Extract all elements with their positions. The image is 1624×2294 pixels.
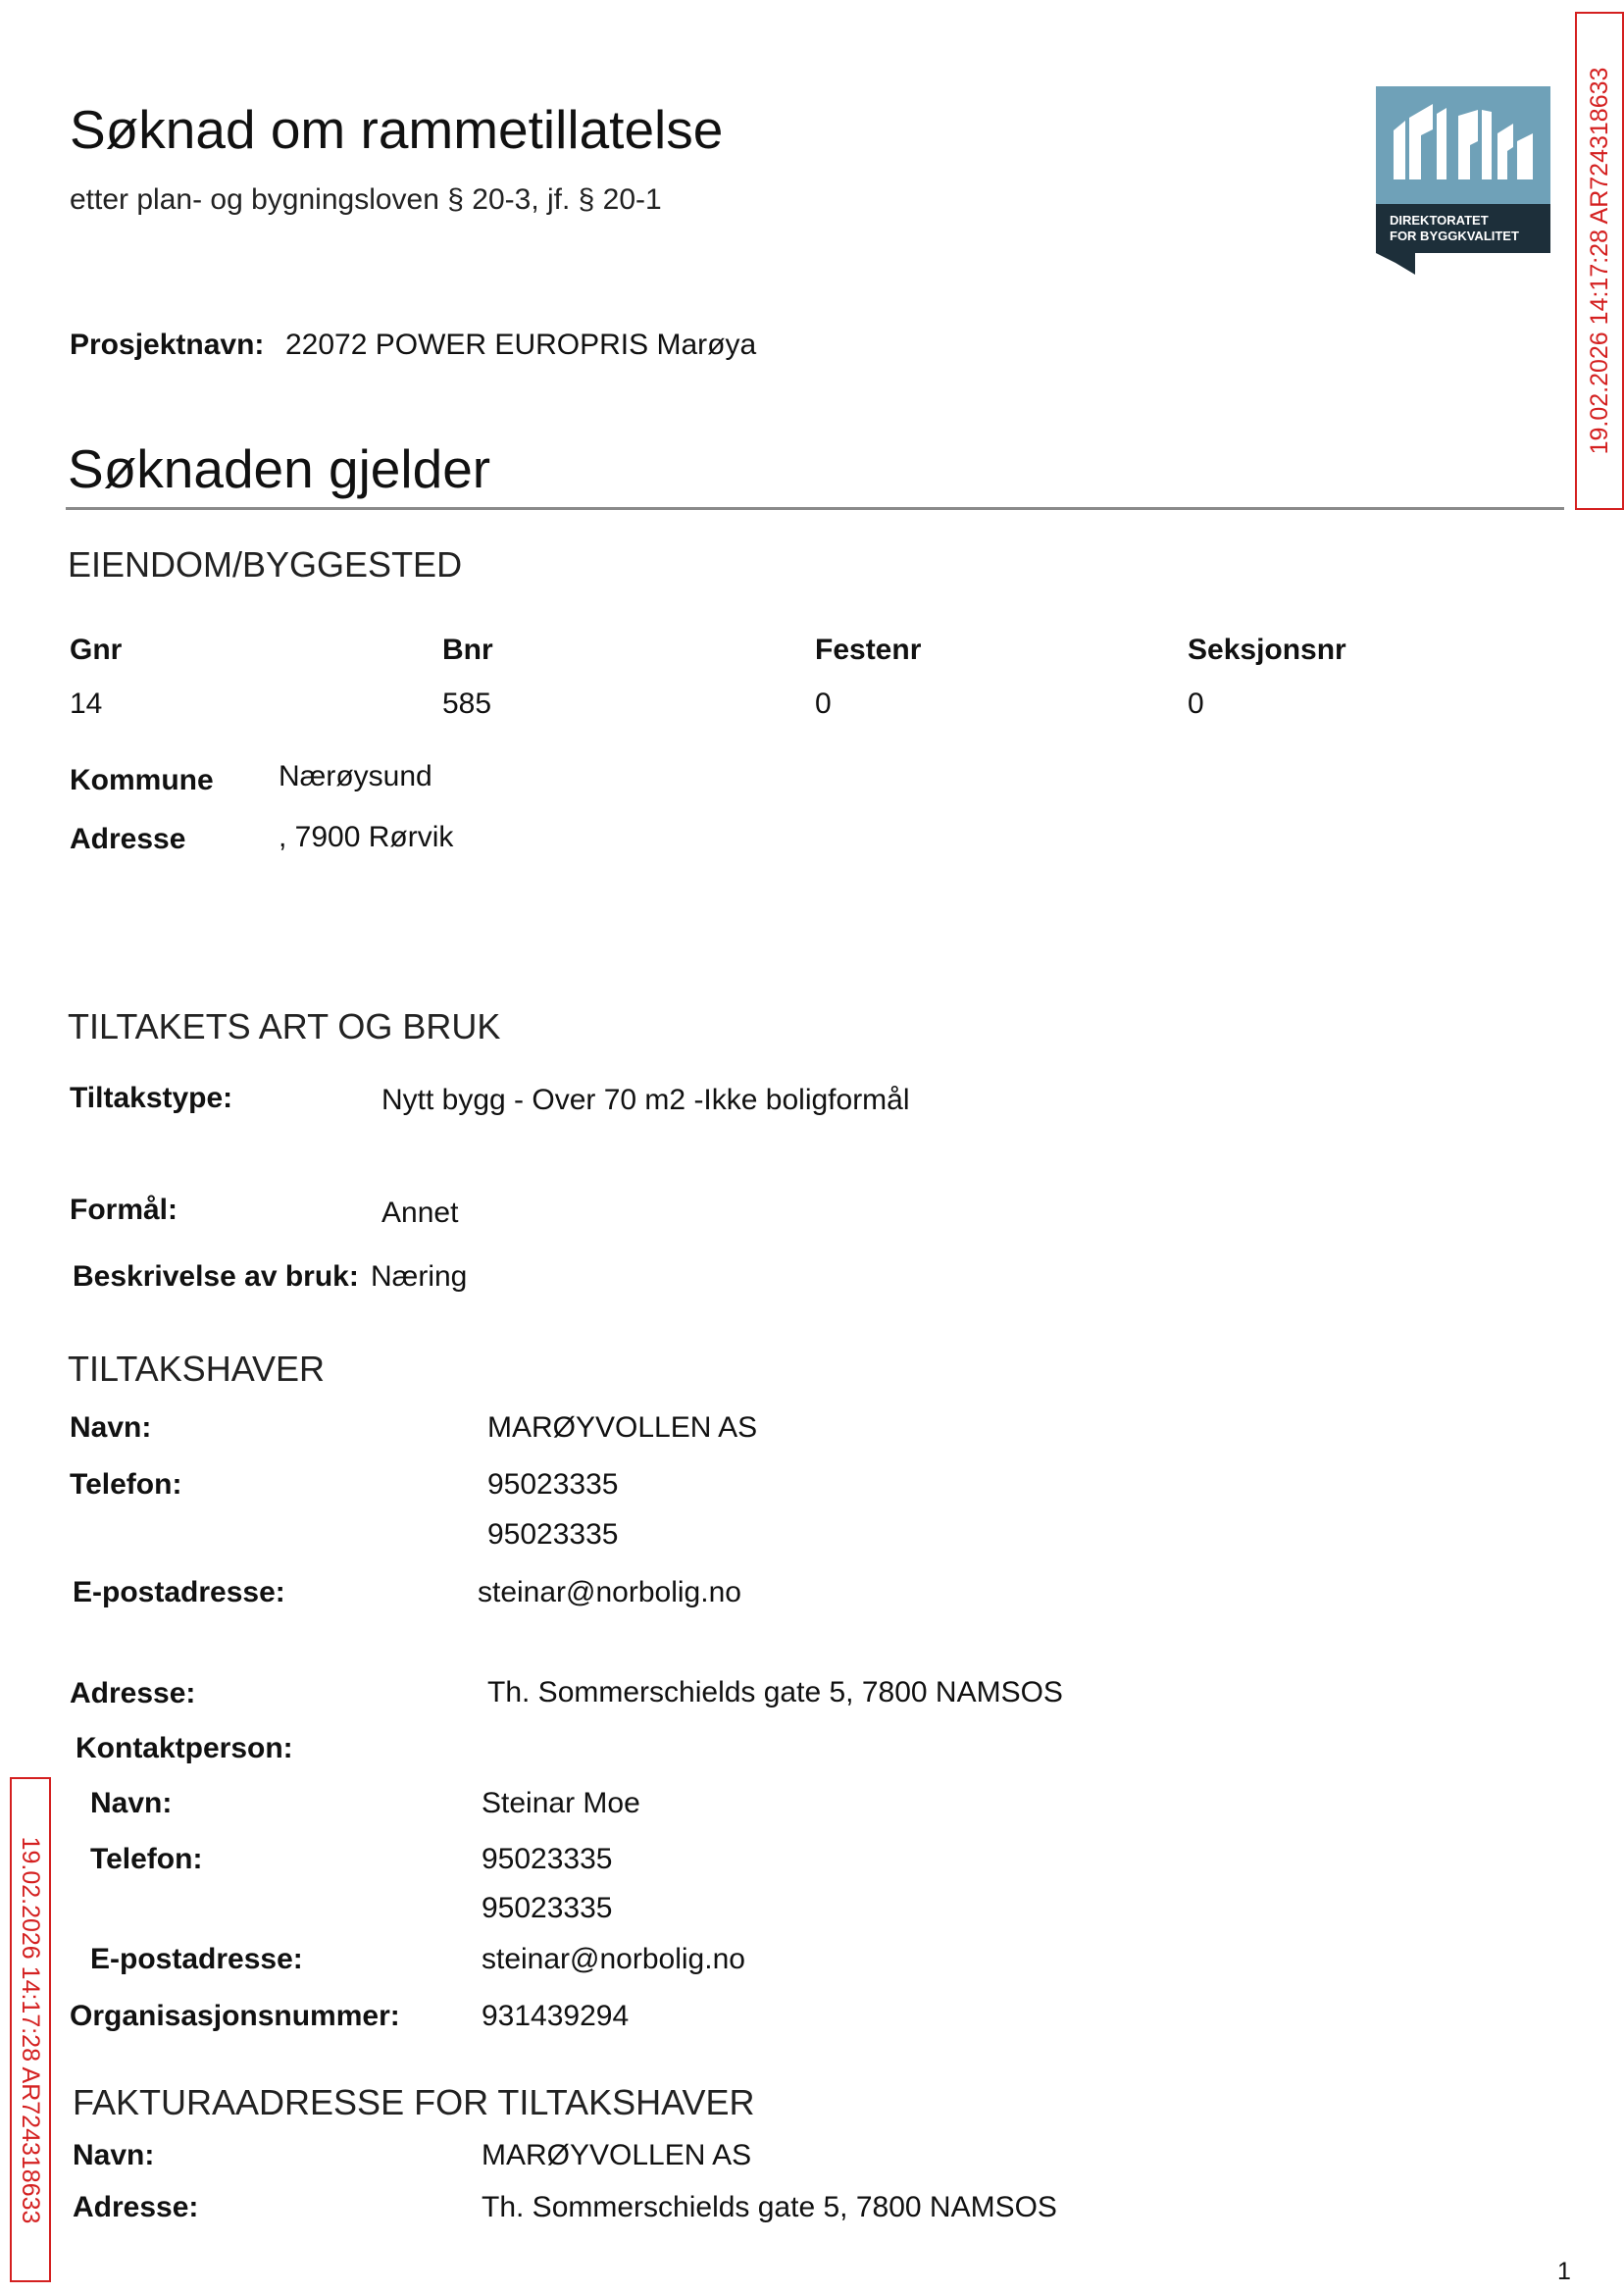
kommune-value: Nærøysund [279, 760, 432, 792]
tiltakstype-label: Tiltakstype: [70, 1082, 233, 1114]
dibk-logo [1376, 86, 1550, 275]
section-heading-tiltakshaver: TILTAKSHAVER [68, 1349, 326, 1389]
kontaktperson-navn-value: Steinar Moe [482, 1787, 640, 1819]
kontaktperson-label: Kontaktperson: [76, 1732, 293, 1764]
tiltakstype-value: Nytt bygg - Over 70 m2 -Ikke boligformål [381, 1084, 910, 1116]
section-heading-eiendom: EIENDOM/BYGGESTED [68, 544, 463, 585]
section-heading-soknad: Søknaden gjelder [68, 438, 491, 499]
project-name-label: Prosjektnavn: [70, 329, 265, 361]
organisasjonsnummer-value: 931439294 [482, 2000, 630, 2032]
logo-text-line1: DIREKTORATET [1390, 213, 1489, 228]
dibk-logo-graphic [1376, 86, 1550, 275]
section-divider [66, 507, 1564, 510]
document-subtitle: etter plan- og bygningsloven § 20-3, jf. § 20-1 [70, 183, 662, 216]
kontaktperson-telefon-value-2: 95023335 [482, 1892, 613, 1924]
gnr-value: 14 [70, 688, 103, 720]
tiltakshaver-epost-label: E-postadresse: [73, 1576, 285, 1608]
section-heading-faktura: FAKTURAADRESSE FOR TILTAKSHAVER [73, 2082, 755, 2122]
seksjonsnr-label: Seksjonsnr [1188, 634, 1346, 666]
bnr-label: Bnr [442, 634, 493, 666]
beskrivelse-bruk-value: Næring [371, 1260, 468, 1293]
beskrivelse-bruk-label: Beskrivelse av bruk: [73, 1260, 359, 1293]
festenr-label: Festenr [815, 634, 922, 666]
organisasjonsnummer-label: Organisasjonsnummer: [70, 2000, 400, 2032]
page-number: 1 [1557, 2258, 1571, 2285]
logo-ribbon-tail [1376, 253, 1415, 275]
adresse-value: , 7900 Rørvik [279, 821, 454, 853]
tiltakshaver-epost-value: steinar@norbolig.no [478, 1576, 741, 1608]
formal-value: Annet [381, 1197, 459, 1229]
kontaktperson-telefon-value-1: 95023335 [482, 1843, 613, 1875]
faktura-adresse-value: Th. Sommerschields gate 5, 7800 NAMSOS [482, 2191, 1057, 2223]
tiltakshaver-adresse-label: Adresse: [70, 1677, 196, 1709]
faktura-navn-value: MARØYVOLLEN AS [482, 2139, 752, 2171]
section-heading-tiltak: TILTAKETS ART OG BRUK [68, 1006, 501, 1046]
tiltakshaver-telefon-value-1: 95023335 [487, 1468, 619, 1501]
kontaktperson-telefon-label: Telefon: [90, 1843, 203, 1875]
timestamp-stamp-left [10, 1777, 51, 2282]
tiltakshaver-adresse-value: Th. Sommerschields gate 5, 7800 NAMSOS [487, 1676, 1063, 1708]
timestamp-stamp-right [1575, 12, 1624, 510]
tiltakshaver-telefon-value-2: 95023335 [487, 1518, 619, 1551]
timestamp-stamp-left-text: 19.02.2026 14:17:28 AR724318633 [17, 1836, 44, 2223]
kontaktperson-epost-label: E-postadresse: [90, 1943, 303, 1975]
kontaktperson-epost-value: steinar@norbolig.no [482, 1943, 745, 1975]
timestamp-stamp-right-text: 19.02.2026 14:17:28 AR724318633 [1586, 67, 1613, 455]
kommune-label: Kommune [70, 764, 214, 796]
tiltakshaver-navn-label: Navn: [70, 1411, 152, 1444]
bnr-value: 585 [442, 688, 492, 720]
document-title: Søknad om rammetillatelse [70, 99, 724, 160]
logo-text-line2: FOR BYGGKVALITET [1390, 229, 1519, 243]
kontaktperson-navn-label: Navn: [90, 1787, 173, 1819]
formal-label: Formål: [70, 1194, 178, 1226]
adresse-label: Adresse [70, 823, 186, 855]
project-name-value: 22072 POWER EUROPRIS Marøya [285, 329, 757, 361]
gnr-label: Gnr [70, 634, 123, 666]
seksjonsnr-value: 0 [1188, 688, 1204, 720]
tiltakshaver-telefon-label: Telefon: [70, 1468, 182, 1501]
tiltakshaver-navn-value: MARØYVOLLEN AS [487, 1411, 758, 1444]
festenr-value: 0 [815, 688, 832, 720]
faktura-navn-label: Navn: [73, 2139, 155, 2171]
faktura-adresse-label: Adresse: [73, 2191, 199, 2223]
